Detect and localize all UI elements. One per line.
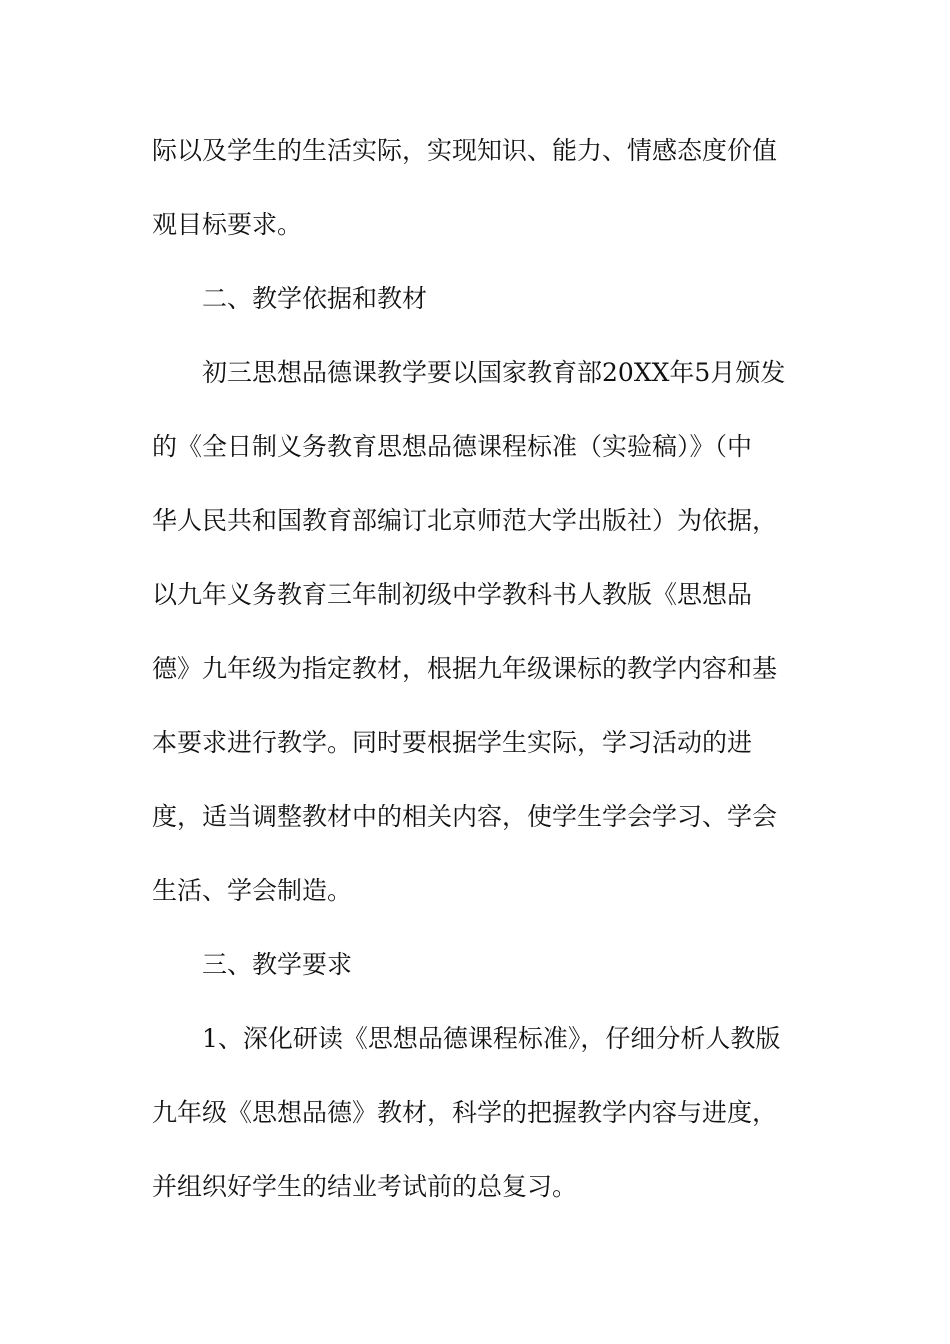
text-line-9: 本要求进行教学。同时要根据学生实际，学习活动的进: [152, 728, 753, 757]
text-line-2: 观目标要求。: [152, 210, 303, 239]
text-line-11: 生活、学会制造。: [152, 876, 353, 905]
text-line-6: 华人民共和国教育部编订北京师范大学出版社）为依据，: [152, 506, 778, 535]
section-heading-2: 二、教学依据和教材: [202, 284, 428, 313]
text-line-8: 德》九年级为指定教材，根据九年级课标的教学内容和基: [152, 654, 778, 683]
section-heading-3: 三、教学要求: [202, 950, 353, 979]
text-line-4: 初三思想品德课教学要以国家教育部20XX年5月颁发: [202, 358, 786, 387]
document-body: [152, 128, 812, 1238]
text-line-1: 际以及学生的生活实际，实现知识、能力、情感态度价值: [152, 136, 778, 165]
text-line-7: 以九年义务教育三年制初级中学教科书人教版《思想品: [152, 580, 753, 609]
text-line-5: 的《全日制义务教育思想品德课程标准（实验稿）》（中: [152, 432, 753, 461]
text-line-15: 并组织好学生的结业考试前的总复习。: [152, 1172, 578, 1201]
text-line-13: 1、深化研读《思想品德课程标准》，仔细分析人教版: [202, 1024, 781, 1053]
text-line-10: 度，适当调整教材中的相关内容，使学生学会学习、学会: [152, 802, 778, 831]
text-line-14: 九年级《思想品德》教材，科学的把握教学内容与进度，: [152, 1098, 778, 1127]
